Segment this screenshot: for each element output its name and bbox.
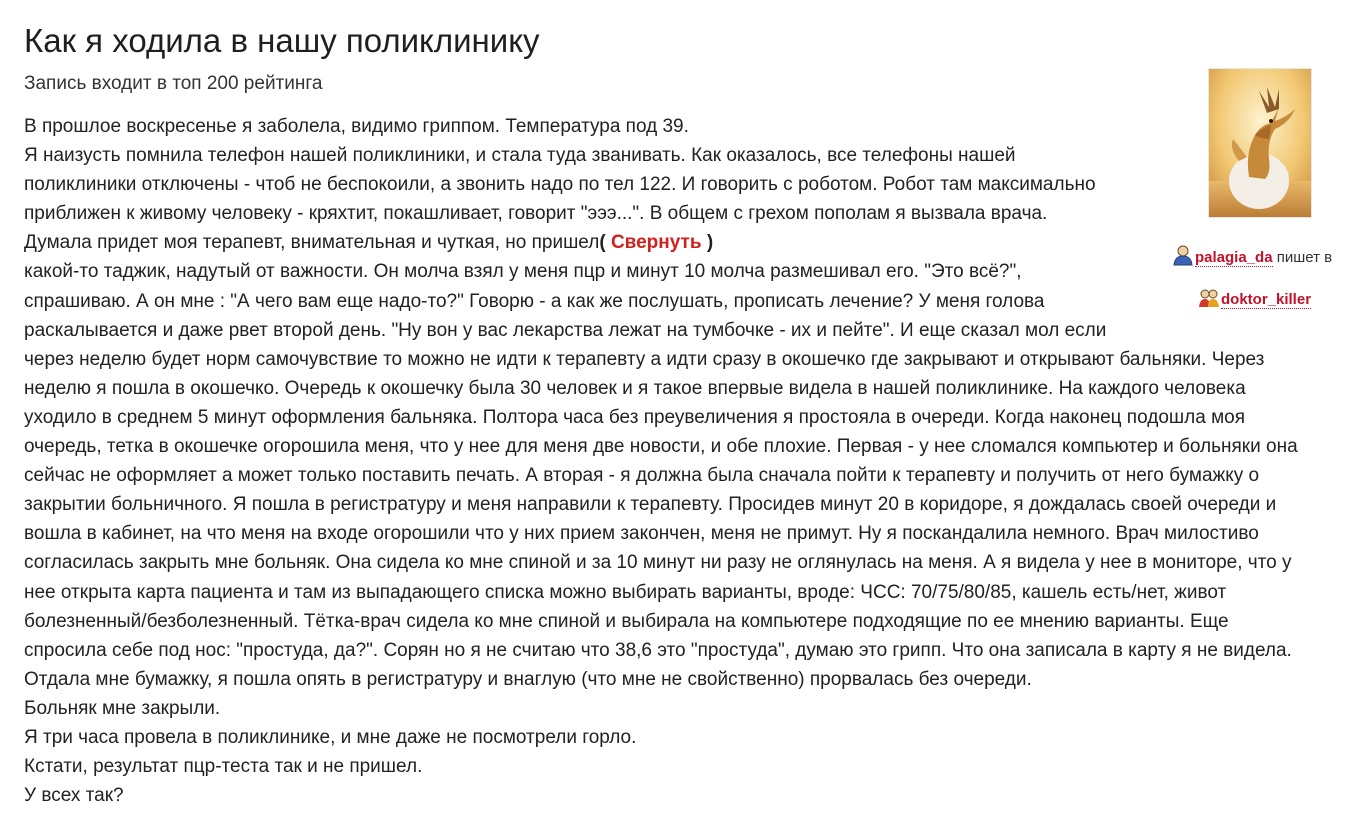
- body-line: нее открыта карта пациента и там из выпадающего списка можно выбирать варианты, вроде: ЧСС: 70/75/80/85, кашель есть/нет, живот: [24, 581, 1227, 603]
- body-line: болезненный/безболезненный. Тётка-врач сидела ко мне спиной и выбирала на компьютере подходящие по ее мнению варианты. Еще: [24, 610, 1229, 632]
- body-line: согласилась закрыть мне больняк. Она сидела ко мне спиной и за 10 минут ни разу не оглянулась на меня. А я видела у нее в мониторе, что у: [24, 552, 1292, 574]
- body-line: Больняк мне закрыли.: [24, 697, 221, 719]
- body-line: У всех так?: [24, 785, 124, 807]
- body-line: Думала придет моя терапевт, внимательная и чуткая, но пришел: [24, 232, 600, 254]
- body-line: раскалывается и даже рвет второй день. "Ну вон у вас лекарства лежат на тумбочке - их и пейте". И еще сказал мол если: [24, 319, 1107, 341]
- body-line: неделю я пошла в окошечко. Очередь к окошечку была 30 человек и я такое впервые видела в нашей поликлинике. На каждого человека: [24, 377, 1246, 399]
- author-username-link[interactable]: palagia_da: [1195, 249, 1273, 266]
- post-title: Как я ходила в нашу поликлинику: [24, 22, 540, 59]
- body-line: Кстати, результат пцр-теста так и не пришел.: [24, 756, 423, 778]
- body-line: спросила себе под нос: "простуда, да?". Сорян но я не считаю что 38,6 это "простуда", думаю это грипп. Что она записала в карту я не видела.: [24, 639, 1292, 661]
- body-line-with-cut: [24, 228, 1298, 257]
- body-line: сейчас не оформляет а может только поставить печать. А вторая - я должна была сначала пойти к терапевту и получить от него бумажку о: [24, 465, 1260, 487]
- body-line: уходило в среднем 5 минут оформления бальняка. Полтора часа без преувеличения я простояла в очереди. Когда наконец подошла моя: [24, 406, 1245, 428]
- body-line: приближен к живому человеку - кряхтит, покашливает, говорит "эээ...". В общем с грехом пополам я вызвала врача.: [24, 203, 1048, 225]
- body-line: Отдала мне бумажку, я пошла опять в регистратуру и внаглую (что мне не свойственно) прорвалась без очереди.: [24, 668, 1032, 690]
- body-line: Я наизусть помнила телефон нашей поликлиники, и стала туда званивать. Как оказалось, все телефоны нашей: [24, 145, 1016, 167]
- body-line: вошла в кабинет, на что меня на входе огорошили что у них прием закончен, меня не примут. Ну я поскандалила немного. Врач милостиво: [24, 523, 1259, 545]
- body-line: через неделю будет норм самочувствие то можно не идти к терапевту а идти сразу в окошечко где закрывают и открывают бальняки. Через: [24, 348, 1265, 370]
- post-body: [24, 112, 1298, 810]
- body-line: поликлиники отключены - чтоб не беспокоили, а звонить надо по тел 122. И говорить с роботом. Робот там максимально: [24, 174, 1096, 196]
- rating-note[interactable]: Запись входит в топ 200 рейтинга: [24, 73, 323, 94]
- body-line: Я три часа провела в поликлинике, и мне даже не посмотрели горло.: [24, 726, 637, 748]
- writes-in-label: пишет в: [1276, 249, 1333, 266]
- community-link[interactable]: doktor_killer: [1221, 291, 1312, 308]
- body-line: какой-то таджик, надутый от важности. Он молча взял у меня пцр и минут 10 молча размешивал его. "Это всё?",: [24, 261, 1022, 283]
- collapse-label[interactable]: Свернуть: [610, 232, 702, 254]
- body-line: очередь, тетка в окошечке огорошила меня, что у нее для меня две новости, и обе плохие. Первая - у нее сломался компьютер и больняки она: [24, 436, 1298, 458]
- body-line: спрашиваю. А он мне : "А чего вам еще надо-то?" Говорю - а как же послушать, прописать лечение? У меня голова: [24, 290, 1045, 312]
- body-line: закрытии больничного. Я пошла в регистратуру и меня направили к терапевту. Просидев минут 20 в коридоре, я дождалась своей очереди и: [24, 494, 1277, 516]
- body-line: В прошлое воскресенье я заболела, видимо гриппом. Температура под 39.: [24, 116, 689, 137]
- collapse-cut-link[interactable]: ( Свернуть ): [599, 232, 714, 254]
